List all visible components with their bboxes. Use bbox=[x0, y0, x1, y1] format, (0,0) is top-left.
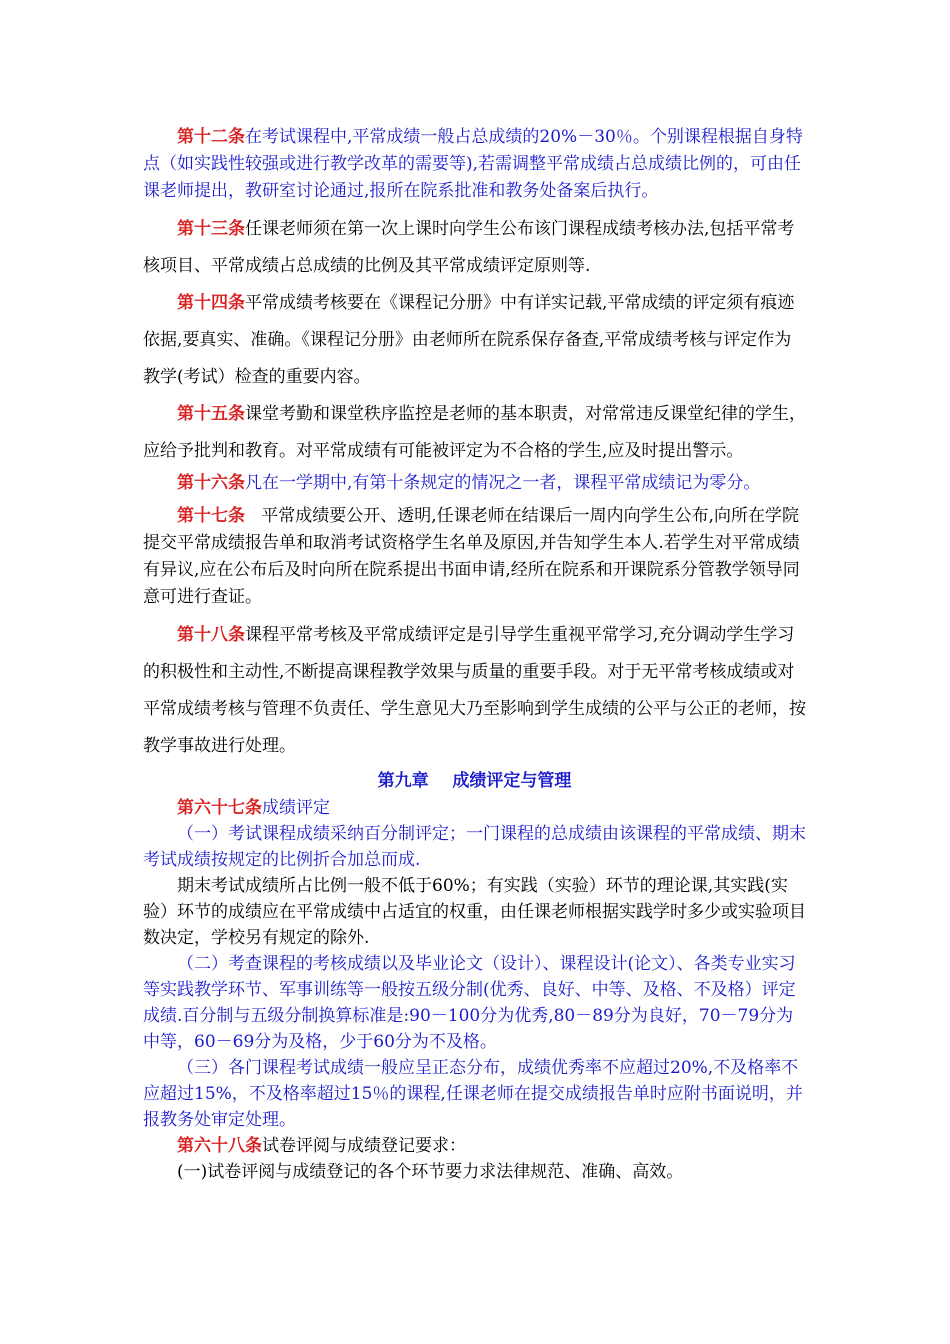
document-page bbox=[143, 124, 806, 1185]
article-label: 第十八条 bbox=[177, 625, 245, 645]
article-label: 第十五条 bbox=[177, 404, 245, 424]
article-text: 课堂考勤和课堂秩序监控是老师的基本职责，对常常违反课堂纪律的学生，应给予批判和教育。对平常成绩有可能被评定为不合格的学生,应及时提出警示。 bbox=[143, 404, 806, 461]
article-17 bbox=[143, 503, 806, 611]
article-text: 任课老师须在第一次上课时向学生公布该门课程成绩考核办法,包括平常考核项目、平常成绩占总成绩的比例及其平常成绩评定原则等. bbox=[143, 219, 795, 276]
article-67-item-1: （一）考试课程成绩采纳百分制评定；一门课程的总成绩由该课程的平常成绩、期末考试成绩按规定的比例折合加总而成. bbox=[143, 824, 806, 870]
article-15 bbox=[143, 396, 806, 470]
article-label: 第十七条 bbox=[177, 506, 245, 526]
article-text: 成绩评定 bbox=[262, 798, 330, 818]
chapter-title: 第九章 成绩评定与管理 bbox=[377, 771, 572, 791]
article-label: 第六十七条 bbox=[177, 798, 262, 818]
article-12 bbox=[143, 124, 806, 205]
article-text: 在考试课程中,平常成绩一般占总成绩的20%－30％。个别课程根据自身特点（如实践性较强或进行教学改革的需要等),若需调整平常成绩占总成绩比例的，可由任课老师提出，教研室讨论通过,报所在院系批准和教务处备案后执行。 bbox=[143, 127, 803, 201]
article-14 bbox=[143, 285, 806, 396]
article-68 bbox=[143, 1133, 806, 1159]
article-text: 平常成绩考核要在《课程记分册》中有详实记载,平常成绩的评定须有痕迹依据,要真实、准确。《课程记分册》由老师所在院系保存备查,平常成绩考核与评定作为教学(考试）检查的重要内容。 bbox=[143, 293, 795, 387]
article-label: 第十四条 bbox=[177, 293, 245, 313]
article-text: 试卷评阅与成绩登记要求： bbox=[262, 1136, 466, 1156]
article-label: 第十三条 bbox=[177, 219, 245, 239]
article-label: 第六十八条 bbox=[177, 1136, 262, 1156]
article-16 bbox=[143, 470, 806, 497]
article-67-item-2: （二）考查课程的考核成绩以及毕业论文（设计）、课程设计(论文）、各类专业实习等实践教学环节、军事训练等一般按五级分制(优秀、良好、中等、及格、不及格）评定成绩.百分制与五级分制换算标准是:90－100分为优秀,80－89分为良好，70－79分为中等，60－69分为及格，少于60分为不及格。 bbox=[143, 954, 796, 1052]
article-67-item-1b: 期末考试成绩所占比例一般不低于60%；有实践（实验）环节的理论课,其实践(实验）环节的成绩应在平常成绩中占适宜的权重，由任课老师根据实践学时多少或实验项目数决定，学校另有规定的除外. bbox=[143, 876, 806, 948]
article-label: 第十二条 bbox=[177, 127, 245, 147]
article-text: 凡在一学期中,有第十条规定的情况之一者，课程平常成绩记为零分。 bbox=[245, 473, 761, 493]
article-68-item-1: (一)试卷评阅与成绩登记的各个环节要力求法律规范、准确、高效。 bbox=[177, 1162, 684, 1182]
article-67 bbox=[143, 795, 806, 821]
article-13 bbox=[143, 211, 806, 285]
article-text: 课程平常考核及平常成绩评定是引导学生重视平常学习,充分调动学生学习的积极性和主动性,不断提高课程教学效果与质量的重要手段。对于无平常考核成绩或对平常成绩考核与管理不负责任、学生意见大乃至影响到学生成绩的公平与公正的老师，按教学事故进行处理。 bbox=[143, 625, 806, 756]
article-text: 平常成绩要公开、透明,任课老师在结课后一周内向学生公布,向所在学院提交平常成绩报告单和取消考试资格学生名单及原因,并告知学生本人.若学生对平常成绩有异议,应在公布后及时向所在院系提出书面申请,经所在院系和开课院系分管教学领导同意可进行查证。 bbox=[143, 506, 800, 607]
article-18 bbox=[143, 617, 806, 765]
article-label: 第十六条 bbox=[177, 473, 245, 493]
article-67-item-3: （三）各门课程考试成绩一般应呈正态分布，成绩优秀率不应超过20%,不及格率不应超过15%，不及格率超过15％的课程,任课老师在提交成绩报告单时应附书面说明，并报教务处审定处理。 bbox=[143, 1058, 803, 1130]
